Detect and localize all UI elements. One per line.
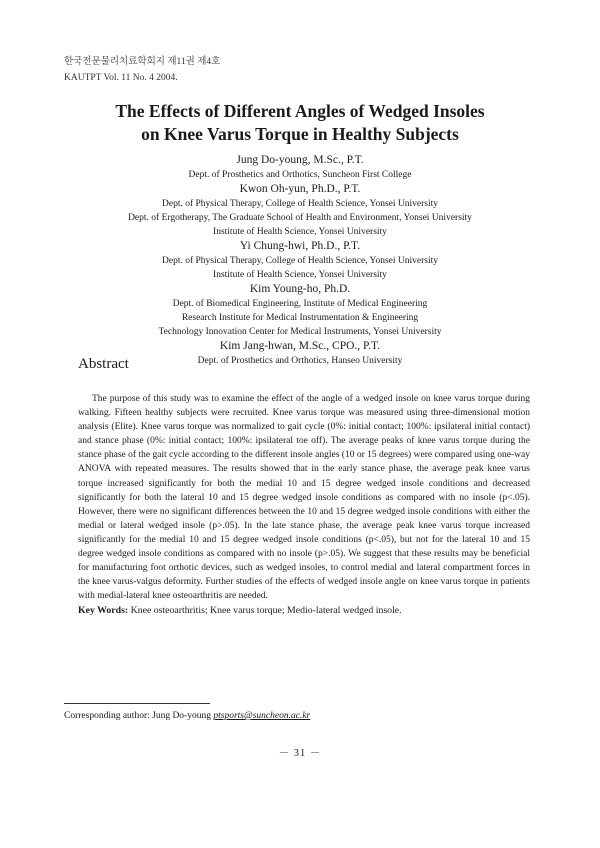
author-name: Kim Jang-hwan, M.Sc., CPO., P.T. <box>219 340 381 352</box>
title-line-2: on Knee Varus Torque in Healthy Subjects <box>141 124 459 144</box>
corresponding-author-footnote <box>64 711 310 721</box>
corresponding-author-email[interactable]: ptsports@suncheon.ac.kr <box>213 711 311 721</box>
keywords-label: Key Words: <box>78 605 129 616</box>
corresponding-author-text: Corresponding author: Jung Do-young <box>64 711 211 721</box>
page-number: － 31 － <box>278 748 322 759</box>
author-block <box>0 153 600 368</box>
author-affiliation: Dept. of Prosthetics and Orthotics, Hanseo University <box>197 356 403 366</box>
journal-header <box>64 54 220 86</box>
author-affiliation: Dept. of Prosthetics and Orthotics, Suncheon First College <box>188 170 412 180</box>
author-affiliation: Dept. of Physical Therapy, College of Health Science, Yonsei University <box>162 256 438 266</box>
author-affiliation: Dept. of Biomedical Engineering, Institute of Medical Engineering <box>172 299 428 309</box>
paper-title <box>0 100 600 146</box>
author-affiliation: Research Institute for Medical Instrumentation & Engineering <box>181 313 419 323</box>
author-name: Kim Young-ho, Ph.D. <box>249 283 351 295</box>
author-affiliation: Institute of Health Science, Yonsei University <box>213 270 387 280</box>
author-name: Kwon Oh-yun, Ph.D., P.T. <box>239 183 361 195</box>
author-affiliation: Dept. of Physical Therapy, College of Health Science, Yonsei University <box>162 199 438 209</box>
author-affiliation: Technology Innovation Center for Medical Instruments, Yonsei University <box>158 327 442 337</box>
keywords-line <box>78 605 402 616</box>
abstract-body: The purpose of this study was to examine the effect of the angle of a wedged insole on knee varus torque during walking. Fifteen healthy subjects were recruited. Knee varus torque was measured using three-dimensional motion analysis (Elite). Knee varus torque was normalized to gait cycle (0%: initial contact; 100%: ipsilateral initial contact) and stance phase (0%: initial contact; 100%: ipsilateral toe off). The average peaks of knee varus torque during the stance phase of the gait cycle according to the different insole angles (10 or 15 degrees) were compared using one-way ANOVA with repeated measures. The results showed that in the early stance phase, the average peak knee varus torque increased significantly for both the medial 10 and 15 degree wedged insole conditions and decreased significantly for both the lateral 10 and 15 degree wedged insole conditions as compared with no insole (p<.05). However, there were no significant differences between the 10 and 15 degree wedged insole conditions with either the medial or lateral wedged insole (p>.05). In the late stance phase, the average peak knee varus torque increased significantly for the medial 10 and 15 degree wedged insole conditions (p<.05), but not for the lateral 10 and 15 degree wedged insole conditions as compared with no insole (p>.05). We suggest that these results may be beneficial for manufacturing foot orthotic devices, such as wedged insoles, to control medial and lateral compartment forces in the knee varus-valgus deformity. Further studies of the effects of wedged insole angle on knee varus torque in patients with medial-lateral knee osteoarthritis are needed. <box>78 394 530 602</box>
author-affiliation: Institute of Health Science, Yonsei University <box>213 227 387 237</box>
journal-name-korean: 한국전문물리치료학회지 제11권 제4호 <box>64 57 221 67</box>
journal-volume-info: KAUTPT Vol. 11 No. 4 2004. <box>64 73 178 83</box>
author-name: Jung Do-young, M.Sc., P.T. <box>236 154 364 166</box>
title-line-1: The Effects of Different Angles of Wedged Insoles <box>115 101 485 121</box>
keywords-text: Knee osteoarthritis; Knee varus torque; Medio-lateral wedged insole. <box>130 605 402 616</box>
author-affiliation: Dept. of Ergotherapy, The Graduate School of Health and Environment, Yonsei University <box>128 213 472 223</box>
author-name: Yi Chung-hwi, Ph.D., P.T. <box>239 240 361 252</box>
abstract-heading: Abstract <box>78 356 129 372</box>
footnote-divider <box>64 703 210 704</box>
